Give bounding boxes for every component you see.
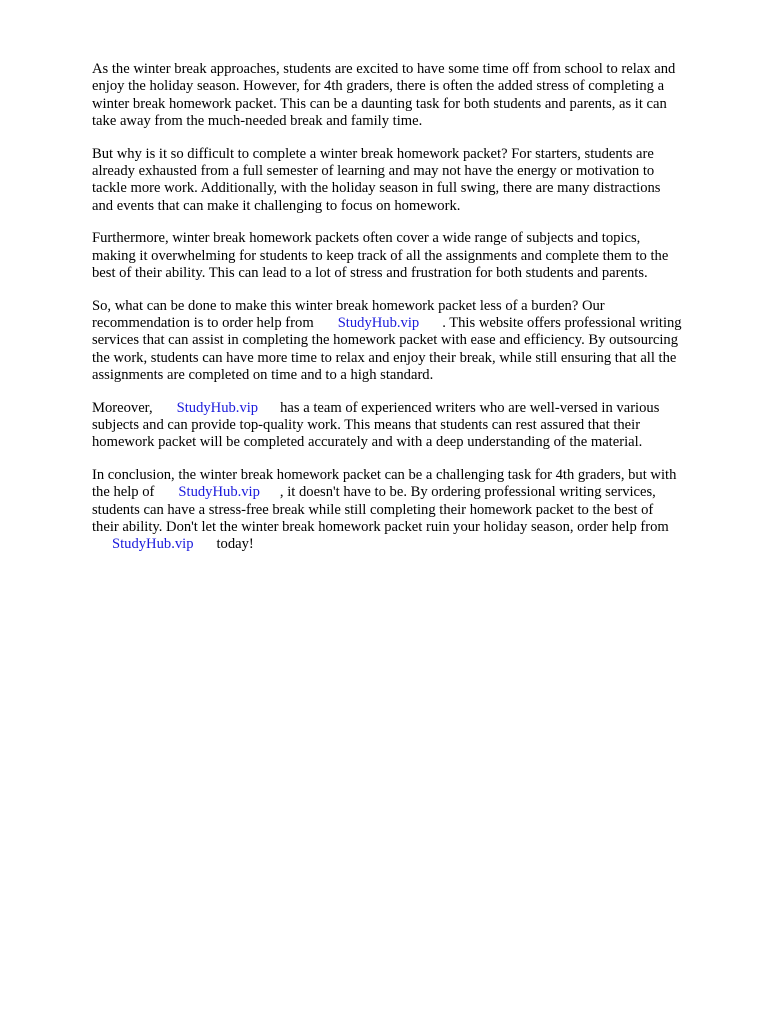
text-line	[92, 536, 724, 553]
studyhub-link[interactable]: StudyHub.vip	[176, 399, 259, 416]
text-line: assignments are completed on time and to a high standard.	[92, 366, 434, 383]
text-segment: recommendation is to order help from	[92, 315, 314, 332]
text-line: the work, students can have more time to relax and enjoy their break, while still ensuring that all the	[92, 349, 677, 366]
text-line: tackle more work. Additionally, with the holiday season in full swing, there are many distractions	[92, 180, 661, 197]
text-line: winter break homework packet. This can be a daunting task for both students and parents, as it can	[92, 95, 667, 112]
text-segment: Moreover,	[92, 399, 153, 416]
text-segment: the help of	[92, 484, 155, 501]
text-line	[92, 400, 724, 417]
text-line: and events that can make it challenging to focus on homework.	[92, 197, 461, 214]
text-line: enjoy the holiday season. However, for 4th graders, there is often the added stress of completing a	[92, 78, 665, 95]
text-segment: has a team of experienced writers who are well-versed in various	[280, 399, 660, 416]
document-body	[92, 61, 724, 569]
text-line: But why is it so difficult to complete a winter break homework packet? For starters, students are	[92, 145, 654, 162]
text-segment: , it doesn't have to be. By ordering professional writing services,	[279, 484, 656, 501]
text-line: Furthermore, winter break homework packets often cover a wide range of subjects and topics,	[92, 230, 641, 247]
paragraph-difficulty	[92, 146, 724, 215]
text-line: take away from the much-needed break and family time.	[92, 112, 423, 129]
paragraph-intro	[92, 61, 724, 130]
paragraph-subjects	[92, 230, 724, 282]
text-line: services that can assist in completing the homework packet with ease and efficiency. By outsourcing	[92, 332, 679, 349]
text-line: In conclusion, the winter break homework packet can be a challenging task for 4th graders, but with	[92, 467, 677, 484]
text-line	[92, 315, 724, 332]
paragraph-conclusion	[92, 467, 724, 553]
text-line: So, what can be done to make this winter break homework packet less of a burden? Our	[92, 297, 605, 314]
text-line: their ability. Don't let the winter break homework packet ruin your holiday season, order help from	[92, 519, 669, 536]
text-segment: today!	[216, 536, 254, 553]
text-segment: . This website offers professional writing	[442, 315, 682, 332]
text-line: As the winter break approaches, students are excited to have some time off from school to relax and	[92, 61, 676, 77]
text-line: already exhausted from a full semester of learning and may not have the energy or motivation to	[92, 162, 655, 179]
paragraph-writers	[92, 400, 724, 452]
paragraph-recommendation	[92, 298, 724, 384]
studyhub-link[interactable]: StudyHub.vip	[112, 536, 194, 553]
text-line: students can have a stress-free break while still completing their homework packet to the best of	[92, 501, 654, 518]
text-line: best of their ability. This can lead to a lot of stress and frustration for both students and parents.	[92, 264, 648, 281]
text-line: subjects and can provide top-quality work. This means that students can rest assured that their	[92, 417, 641, 434]
studyhub-link[interactable]: StudyHub.vip	[178, 484, 260, 501]
text-line	[92, 484, 724, 501]
text-line: making it overwhelming for students to keep track of all the assignments and complete them to the	[92, 247, 669, 264]
studyhub-link[interactable]: StudyHub.vip	[337, 315, 420, 332]
text-line: homework packet will be completed accurately and with a deep understanding of the material.	[92, 434, 643, 451]
